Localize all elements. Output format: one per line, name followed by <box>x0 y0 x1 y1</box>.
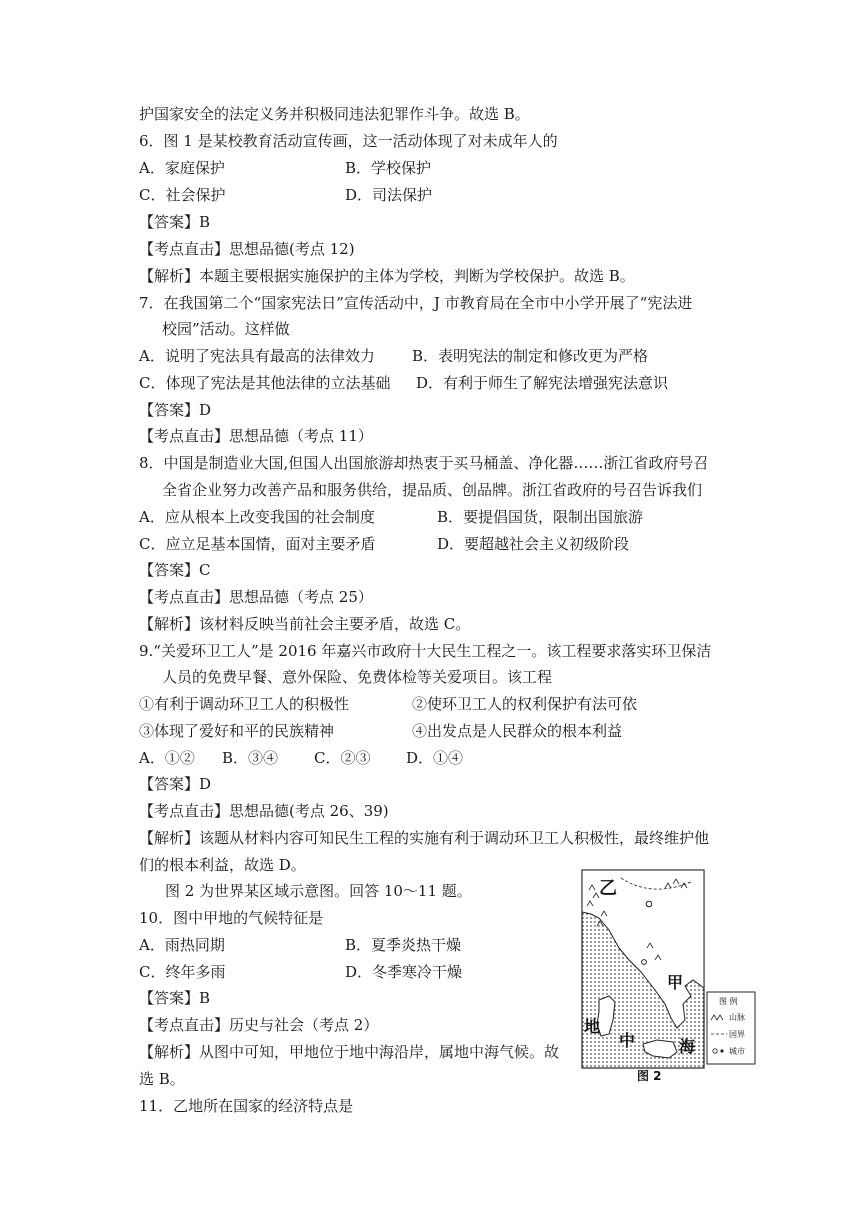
question-10: 10．图中甲地的气候特征是 <box>139 909 324 927</box>
option-b: B．学校保护 <box>345 159 432 177</box>
legend-city: 城市 <box>729 1047 745 1056</box>
figure-caption: 图 2 <box>637 1069 662 1083</box>
question-7-cont: 校园”活动。这样做 <box>162 320 290 338</box>
label-zhong: 中 <box>619 1031 636 1050</box>
key-point: 【考点直击】思想品德(考点 26、39) <box>139 802 389 820</box>
analysis: 【解析】该题从材料内容可知民生工程的实施有利于调动环卫工人积极性，最终维护他 <box>139 829 710 847</box>
question-9-cont: 人员的免费早餐、意外保险、免费体检等关爱项目。该工程 <box>162 668 553 686</box>
answer: 【答案】B <box>139 213 211 231</box>
option-a: A．家庭保护 <box>139 159 225 177</box>
key-point: 【考点直击】思想品德（考点 11） <box>139 427 373 445</box>
option-c: C．终年多雨 <box>139 963 226 981</box>
statement-1: ①有利于调动环卫工人的积极性 <box>139 695 350 713</box>
legend-border: 国界 <box>729 1030 745 1039</box>
key-point: 【考点直击】思想品德(考点 12) <box>139 240 355 258</box>
figure-intro: 图 2 为世界某区域示意图。回答 10～11 题。 <box>165 882 472 900</box>
legend-title: 图 例 <box>719 997 738 1006</box>
option-b: B．要提倡国货，限制出国旅游 <box>437 508 644 526</box>
map-figure <box>581 868 759 1086</box>
option-c: C．体现了宪法是其他法律的立法基础 <box>139 374 391 392</box>
question-11: 11．乙地所在国家的经济特点是 <box>139 1097 354 1115</box>
statement-4: ④出发点是人民群众的根本利益 <box>412 722 623 740</box>
label-hai: 海 <box>679 1037 696 1056</box>
option-d: D．司法保护 <box>345 186 433 204</box>
analysis: 【解析】本题主要根据实施保护的主体为学校，判断为学校保护。故选 B。 <box>139 267 635 285</box>
option-c: C．②③ <box>314 749 371 767</box>
option-b: B．③④ <box>222 749 279 767</box>
answer: 【答案】B <box>139 989 211 1007</box>
answer: 【答案】D <box>139 775 212 793</box>
legend-mountain: 山脉 <box>729 1013 745 1022</box>
city-marker <box>646 901 652 907</box>
option-d: D．要超越社会主义初级阶段 <box>437 535 630 553</box>
question-9: 9.“关爱环卫工人”是 2016 年嘉兴市政府十大民生工程之一。该工程要求落实环卫保洁 <box>139 642 712 660</box>
answer: 【答案】C <box>139 561 211 579</box>
city-marker <box>642 960 647 965</box>
option-a: A．雨热同期 <box>139 936 225 954</box>
question-7: 7．在我国第二个“国家宪法日”宣传活动中，J 市教育局在全市中小学开展了“宪法进 <box>139 294 693 312</box>
key-point: 【考点直击】历史与社会（考点 2） <box>139 1016 379 1034</box>
key-point: 【考点直击】思想品德（考点 25） <box>139 588 373 606</box>
label-di: 地 <box>584 1017 601 1036</box>
label-yi: 乙 <box>599 878 617 899</box>
option-c: C．应立足基本国情，面对主要矛盾 <box>139 535 376 553</box>
option-b: B．表明宪法的制定和修改更为严格 <box>412 347 649 365</box>
option-a: A．说明了宪法具有最高的法律效力 <box>139 347 375 365</box>
answer: 【答案】D <box>139 401 212 419</box>
label-jia: 甲 <box>667 973 684 992</box>
analysis: 【解析】从图中可知，甲地位于地中海沿岸，属地中海气候。故 <box>139 1043 560 1061</box>
option-d: D．有利于师生了解宪法增强宪法意识 <box>416 374 669 392</box>
analysis-cont: 选 B。 <box>139 1070 185 1088</box>
option-a: A．应从根本上改变我国的社会制度 <box>139 508 375 526</box>
statement-3: ③体现了爱好和平的民族精神 <box>139 722 335 740</box>
option-d: D．冬季寒冷干燥 <box>345 963 463 981</box>
option-c: C．社会保护 <box>139 186 226 204</box>
analysis-cont: 们的根本利益，故选 D。 <box>139 856 306 874</box>
legend-city-icon <box>713 1049 717 1053</box>
option-a: A．①② <box>139 749 195 767</box>
option-d: D．①④ <box>406 749 464 767</box>
text-line: 护国家安全的法定义务并积极同违法犯罪作斗争。故选 B。 <box>139 105 530 123</box>
analysis: 【解析】该材料反映当前社会主要矛盾，故选 C。 <box>139 615 471 633</box>
option-b: B．夏季炎热干燥 <box>345 936 462 954</box>
question-6: 6．图 1 是某校教育活动宣传画，这一活动体现了对未成年人的 <box>139 132 558 150</box>
question-8-cont: 全省企业努力改善产品和服务供给，提品质、创品牌。浙江省政府的号召告诉我们 <box>162 481 703 499</box>
statement-2: ②使环卫工人的权利保护有法可依 <box>412 695 638 713</box>
legend-city-icon <box>720 1049 723 1052</box>
question-8: 8．中国是制造业大国,但国人出国旅游却热衷于买马桶盖、净化器……浙江省政府号召 <box>139 454 709 472</box>
